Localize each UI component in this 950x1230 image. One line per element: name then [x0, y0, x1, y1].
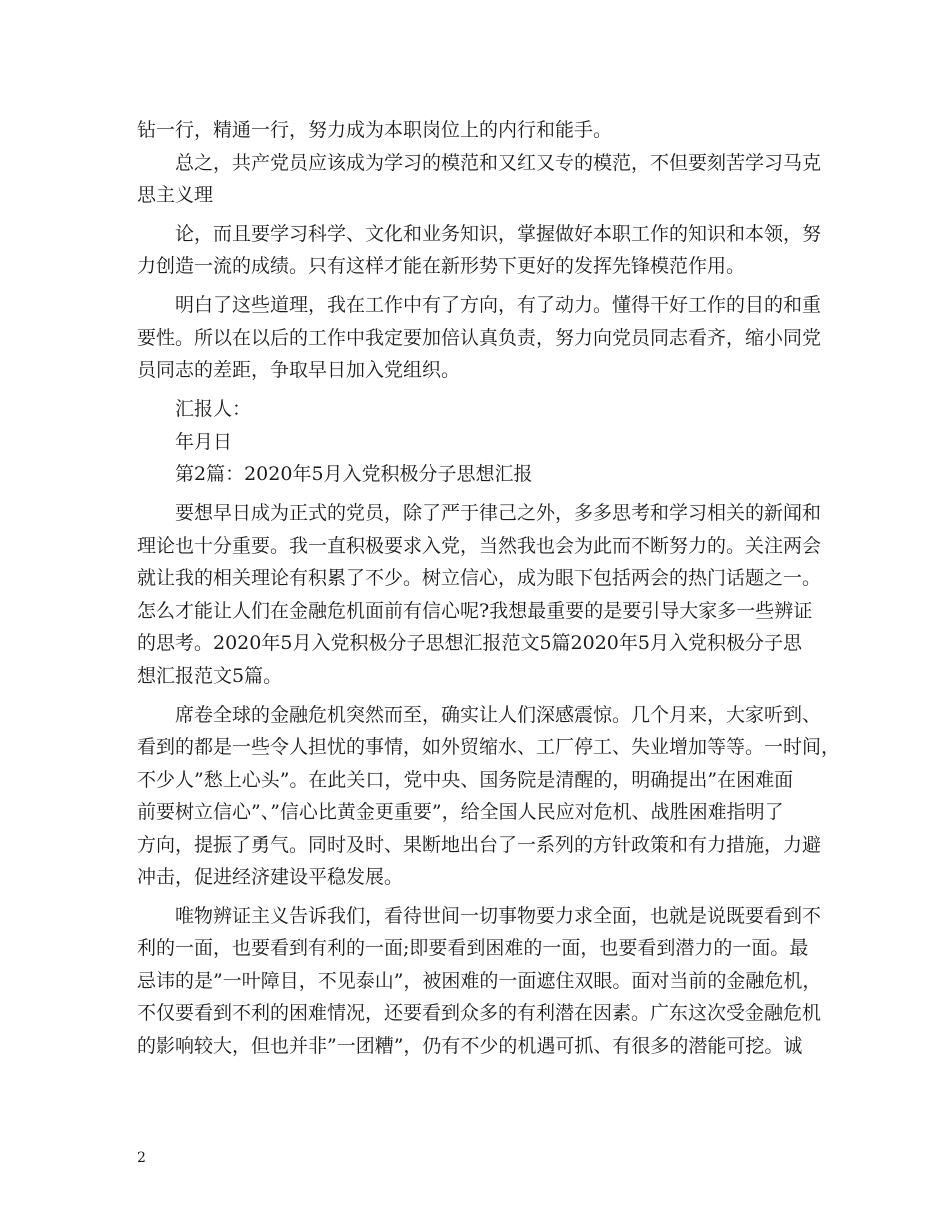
text-line: 席卷全球的金融危机突然而至，确实让人们深感震惊。几个月来，大家听到、: [175, 704, 822, 726]
text-line: 怎么才能让人们在金融危机面前有信心呢?我想最重要的是要引导大家多一些辨证: [137, 600, 813, 622]
text-line: 利的一面，也要看到有利的一面;即要看到困难的一面，也要看到潜力的一面。最: [137, 937, 809, 959]
text-line: 员同志的差距，争取早日加入党组织。: [137, 359, 461, 381]
text-line: 方向，提振了勇气。同时及时、果断地出台了一系列的方针政策和有力措施，力避: [137, 834, 822, 856]
text-line: 要想早日成为正式的党员，除了严于律己之外，多多思考和学习相关的新闻和: [175, 502, 822, 524]
text-line: 唯物辨证主义告诉我们，看待世间一切事物要力求全面，也就是说既要看到不: [175, 905, 822, 927]
text-line: 思主义理: [137, 184, 214, 206]
text-line: 明白了这些道理，我在工作中有了方向，有了动力。懂得干好工作的目的和重: [175, 294, 822, 316]
text-line: 不少人”愁上心头”。在此关口，党中央、国务院是清醒的，明确提出”在困难面: [137, 769, 794, 791]
text-line: 力创造一流的成绩。只有这样才能在新形势下更好的发挥先锋模范作用。: [137, 255, 746, 277]
text-line: 论，而且要学习科学、文化和业务知识，掌握做好本职工作的知识和本领，努: [175, 223, 822, 245]
text-line: 总之，共产党员应该成为学习的模范和又红又专的模范，不但要刻苦学习马克: [175, 152, 822, 174]
text-line: 的思考。2020年5月入党积极分子思想汇报范文5篇2020年5月入党积极分子思: [137, 632, 802, 654]
section-heading: 第2篇：2020年5月入党积极分子思想汇报: [175, 463, 533, 485]
text-line: 前要树立信心”、”信心比黄金更重要”，给全国人民应对危机、战胜困难指明了: [137, 801, 784, 823]
text-line: 汇报人：: [175, 398, 252, 420]
text-line: 理论也十分重要。我一直积极要求入党，当然我也会为此而不断努力的。关注两会: [137, 535, 822, 557]
text-line: 不仅要看到不利的困难情况，还要看到众多的有利潜在因素。广东这次受金融危机: [137, 1002, 822, 1024]
text-line: 要性。所以在以后的工作中我定要加倍认真负责，努力向党员同志看齐，缩小同党: [137, 327, 822, 349]
text-line: 就让我的相关理论有积累了不少。树立信心，成为眼下包括两会的热门话题之一。: [137, 567, 822, 589]
text-line: 的影响较大，但也并非”一团糟”，仍有不少的机遇可抓、有很多的潜能可挖。诚: [137, 1035, 803, 1057]
text-line: 看到的都是一些令人担忧的事情，如外贸缩水、工厂停工、失业增加等等。一时间，: [137, 736, 841, 758]
page-number: 2: [137, 1150, 146, 1166]
text-line: 忌讳的是”一叶障目，不见泰山”，被困难的一面遮住双眼。面对当前的金融危机，: [137, 970, 822, 992]
text-line: 想汇报范文5篇。: [137, 665, 283, 687]
text-line: 冲击，促进经济建设平稳发展。: [137, 866, 404, 888]
text-line: 钻一行，精通一行，努力成为本职岗位上的内行和能手。: [137, 119, 613, 141]
text-line: 年月日: [175, 431, 233, 453]
